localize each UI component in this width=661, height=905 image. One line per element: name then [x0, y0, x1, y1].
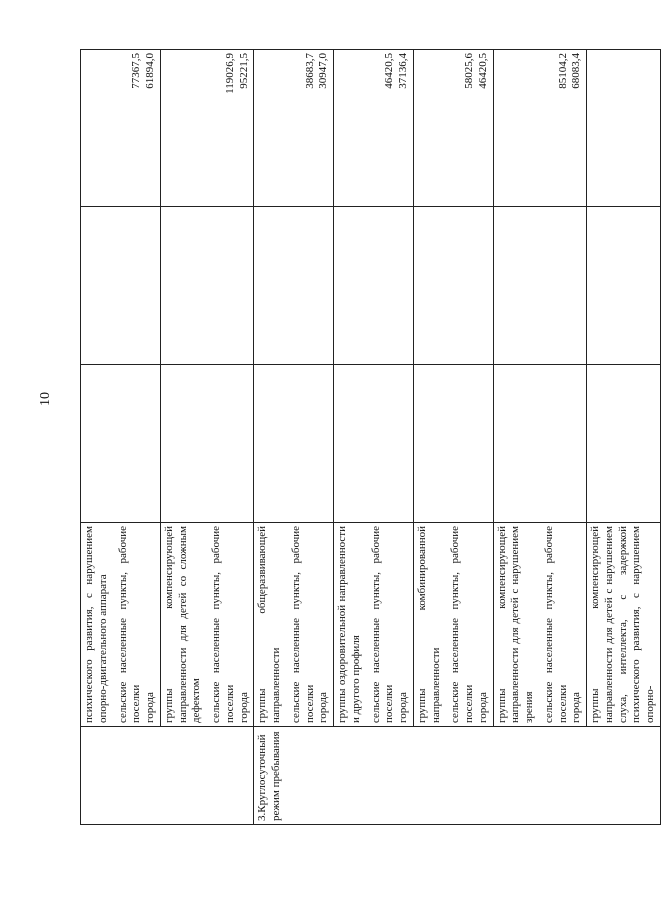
- empty-cell: [413, 207, 493, 365]
- empty-cell: [413, 365, 493, 523]
- value-city: 68083,4: [570, 53, 583, 89]
- desc-sub: сельские населенные пункты, рабочие поселки: [542, 526, 569, 723]
- value-rural: 46420,5: [383, 53, 396, 89]
- desc-lead: группы комбинированной направленности: [415, 526, 442, 723]
- table-row: [254, 50, 334, 825]
- empty-cell: [160, 207, 254, 365]
- desc-cell: [493, 523, 587, 727]
- mode-cell: [81, 727, 254, 825]
- table-row: [334, 50, 414, 825]
- desc-lead: группы общеразвивающей направленности: [256, 526, 282, 723]
- desc-sub: сельские населенные пункты, рабочие поселки: [449, 526, 475, 723]
- mode-cell: 3.Круглосуточный режим пребывания: [254, 727, 661, 825]
- value-city: 37136,4: [397, 53, 409, 89]
- empty-cell: [493, 207, 587, 365]
- value-rural: 77367,5: [130, 53, 143, 89]
- value-city: 61894,0: [144, 53, 156, 89]
- value-rural: 85104,2: [556, 53, 569, 89]
- desc-city: города: [570, 692, 583, 723]
- empty-cell: [493, 365, 587, 523]
- value-rural: 58025,6: [463, 53, 475, 89]
- value-city: 46420,5: [476, 53, 489, 89]
- desc-city: города: [476, 692, 489, 723]
- desc-cell: [413, 523, 493, 727]
- desc-city: города: [397, 692, 409, 723]
- value-cell: [493, 50, 587, 207]
- empty-cell: [587, 365, 661, 523]
- desc-lead: группы компенсирующей направленности для детей с нарушением зрения: [495, 526, 535, 723]
- desc-sub: сельские населенные пункты, рабочие поселки: [289, 526, 316, 723]
- desc-cell: [587, 523, 661, 727]
- table-row: [81, 50, 161, 825]
- empty-cell: [81, 207, 161, 365]
- desc-cell: [81, 523, 161, 727]
- desc-cell: [334, 523, 414, 727]
- value-cell: [160, 50, 254, 207]
- desc-cell: [160, 523, 254, 727]
- value-cell: [81, 50, 161, 207]
- value-city: 30947,0: [317, 53, 330, 89]
- value-cell: [413, 50, 493, 207]
- value-cell: [334, 50, 414, 207]
- empty-cell: [334, 207, 414, 365]
- desc-lead: психического развития, с нарушением опорно-двигательного аппарата: [83, 526, 109, 723]
- value-rural: 119026,9: [223, 53, 236, 94]
- empty-cell: [254, 207, 334, 365]
- desc-city: города: [144, 692, 156, 723]
- desc-city: города: [317, 692, 330, 723]
- page-number: 10: [38, 392, 53, 406]
- empty-cell: [587, 207, 661, 365]
- table-row: [413, 50, 493, 825]
- desc-city: города: [237, 692, 250, 723]
- empty-cell: [81, 365, 161, 523]
- desc-sub: сельские населенные пункты, рабочие поселки: [116, 526, 143, 723]
- desc-lead: группы оздоровительной направленности и другого профиля: [336, 526, 362, 723]
- empty-cell: [160, 365, 254, 523]
- value-cell: [254, 50, 334, 207]
- value-city: 95221,5: [237, 53, 250, 89]
- value-rural: 38683,7: [303, 53, 316, 89]
- table-row: [160, 50, 254, 825]
- table-row: [493, 50, 587, 825]
- empty-cell: [334, 365, 414, 523]
- desc-sub: сельские населенные пункты, рабочие поселки: [210, 526, 236, 723]
- desc-lead: группы компенсирующей направленности для детей со сложным дефектом: [162, 526, 203, 723]
- empty-cell: [254, 365, 334, 523]
- desc-sub: сельские населенные пункты, рабочие поселки: [369, 526, 396, 723]
- desc-lead: группы компенсирующей направленности для детей с нарушением слуха, интеллекта, с задержкой психического развития, с нарушением опорно-: [589, 526, 656, 723]
- desc-cell: [254, 523, 334, 727]
- rotated-table-container: [80, 50, 656, 825]
- empty-cell: [587, 50, 661, 207]
- rates-table: [80, 49, 661, 825]
- table-row: [587, 50, 661, 825]
